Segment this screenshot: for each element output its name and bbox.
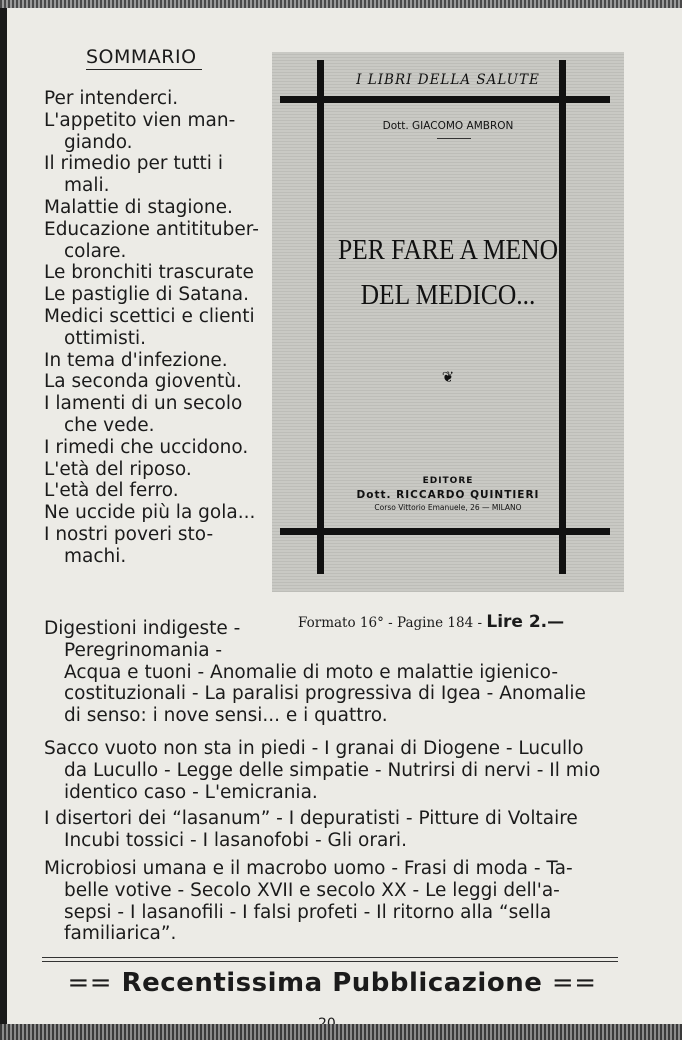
summary-item-line: L'appetito vien man- bbox=[44, 109, 236, 131]
body-line: familiarica”. bbox=[64, 923, 177, 945]
summary-list bbox=[44, 88, 259, 568]
summary-item-line: Per intenderci. bbox=[44, 88, 179, 109]
summary-item bbox=[44, 502, 256, 524]
summary-item-line: giando. bbox=[64, 131, 133, 153]
summary-item-line: che vede. bbox=[64, 414, 155, 436]
page-top-edge bbox=[0, 0, 682, 8]
summary-item-line: Ne uccide più la gola... bbox=[44, 502, 256, 524]
caption-format-text: Formato 16° - Pagine 184 - bbox=[298, 615, 487, 631]
summary-item-line: L'età del riposo. bbox=[44, 458, 192, 480]
cover-title bbox=[293, 228, 603, 318]
summary-item-line: Malattie di stagione. bbox=[44, 196, 233, 218]
body-line: da Lucullo - Legge delle simpatie - Nutrirsi di nervi - Il mio bbox=[64, 759, 601, 781]
summary-item bbox=[44, 284, 256, 306]
body-line: Acqua e tuoni - Anomalie di moto e malattie igienico- bbox=[64, 661, 558, 683]
cover-series-title: I LIBRI DELLA SALUTE bbox=[356, 72, 540, 88]
price-label: Lire 2.— bbox=[486, 612, 565, 632]
summary-item-line: Medici scettici e clienti bbox=[44, 305, 255, 327]
summary-item bbox=[44, 262, 256, 284]
summary-item bbox=[44, 350, 256, 372]
body-paragraph bbox=[44, 618, 620, 727]
summary-item bbox=[44, 110, 256, 154]
summary-title: SOMMARIO bbox=[86, 46, 197, 68]
page-left-edge bbox=[0, 0, 7, 1040]
summary-item bbox=[44, 524, 256, 568]
book-cover-image bbox=[272, 52, 624, 592]
cover-horizontal-rule bbox=[280, 528, 610, 535]
recent-publication-banner bbox=[44, 968, 620, 998]
body-line: di senso: i nove sensi... e i quattro. bbox=[64, 705, 388, 727]
cover-title-line: DEL MEDICO... bbox=[360, 279, 536, 311]
summary-item bbox=[44, 459, 256, 481]
summary-item-line: I lamenti di un secolo bbox=[44, 393, 243, 415]
ornament-icon: ❦ bbox=[441, 368, 455, 386]
cover-author: Dott. GIACOMO AMBRON bbox=[382, 120, 514, 132]
body-line: costituzionali - La paralisi progressiva di Igea - Anomalie bbox=[64, 683, 586, 705]
body-paragraph bbox=[44, 808, 620, 852]
summary-item-line: I nostri poveri sto- bbox=[44, 523, 214, 545]
cover-horizontal-rule bbox=[280, 96, 610, 103]
summary-item bbox=[44, 218, 259, 263]
summary-item bbox=[44, 306, 256, 350]
summary-item bbox=[44, 480, 256, 502]
summary-item bbox=[44, 437, 256, 459]
cover-title-line: PER FARE A MENO bbox=[337, 234, 559, 266]
banner-dash: == bbox=[67, 968, 113, 998]
cover-author-rule bbox=[437, 138, 471, 139]
summary-item-line: machi. bbox=[64, 545, 127, 567]
summary-item-line: ottimisti. bbox=[64, 327, 147, 349]
summary-item bbox=[44, 88, 256, 110]
banner-text: Recentissima Pubblicazione bbox=[121, 968, 543, 998]
body-paragraph bbox=[44, 738, 620, 803]
summary-item-line: Le pastiglie di Satana. bbox=[44, 284, 250, 306]
body-line: Peregrinomania - bbox=[64, 639, 223, 661]
summary-item-line: colare. bbox=[64, 240, 127, 262]
summary-item bbox=[44, 393, 256, 437]
cover-publisher-address: Corso Vittorio Emanuele, 26 — MILANO bbox=[374, 503, 522, 512]
body-line: Digestioni indigeste - bbox=[44, 618, 241, 639]
cover-publisher-label: EDITORE bbox=[422, 476, 474, 486]
banner-dash: == bbox=[551, 968, 597, 998]
body-line: identico caso - L'emicrania. bbox=[64, 781, 318, 803]
summary-item-line: L'età del ferro. bbox=[44, 480, 179, 502]
body-line: Sacco vuoto non sta in piedi - I granai di Diogene - Lucullo bbox=[44, 738, 584, 759]
summary-item bbox=[44, 153, 256, 197]
cover-publisher-name: Dott. RICCARDO QUINTIERI bbox=[356, 489, 540, 501]
summary-title-rule bbox=[86, 69, 202, 70]
summary-item-line: mali. bbox=[64, 175, 110, 197]
body-line: Incubi tossici - I lasanofobi - Gli orari. bbox=[64, 829, 407, 851]
banner-rule bbox=[42, 961, 618, 962]
body-line: belle votive - Secolo XVII e secolo XX - Le leggi dell'a- bbox=[64, 879, 560, 901]
summary-item-line: I rimedi che uccidono. bbox=[44, 436, 249, 458]
summary-item bbox=[44, 371, 256, 393]
summary-item-line: Il rimedio per tutti i bbox=[44, 153, 223, 175]
body-paragraph bbox=[44, 858, 620, 945]
page-bottom-edge bbox=[0, 1024, 682, 1040]
banner-rule bbox=[42, 957, 618, 958]
summary-item-line: La seconda gioventù. bbox=[44, 371, 242, 393]
summary-item-line: Educazione antitituber- bbox=[44, 218, 259, 240]
summary-item-line: In tema d'infezione. bbox=[44, 349, 228, 371]
body-line: I disertori dei “lasanum” - I depuratisti - Pitture di Voltaire bbox=[44, 808, 578, 829]
summary-item-line: Le bronchiti trascurate bbox=[44, 262, 254, 284]
body-line: Microbiosi umana e il macrobo uomo - Frasi di moda - Ta- bbox=[44, 858, 573, 879]
body-line: sepsi - I lasanofili - I falsi profeti - Il ritorno alla “sella bbox=[64, 901, 552, 923]
summary-item bbox=[44, 197, 256, 219]
